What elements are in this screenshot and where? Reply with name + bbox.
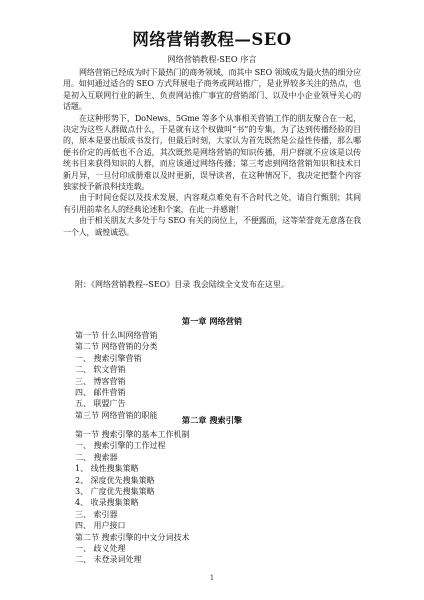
document-title: 网络营销教程—SEO bbox=[132, 30, 292, 49]
chapter-title: 第一章 网络营销 bbox=[181, 316, 243, 326]
toc-item: 二、 搜索器 bbox=[75, 452, 118, 462]
toc-item: 一、 搜索引擎营销 bbox=[75, 353, 142, 363]
toc-item: 第二节 网络营销的分类 bbox=[75, 342, 158, 352]
toc-item: 第一节 什么叫网络营销 bbox=[75, 331, 158, 340]
preface-paragraph: 在这种形势下，DoNews、5Gme 等多个从事相关营销工作的朋友聚合在一起，决定为这些人群做点什么，于是就有这个权做叫“书”的专集，为了达到传播经验的目的，原本是要出版成书发行，但最后时刻，大家认为首先既然是公益性传播，那么哪便书价定的再低也不合适，其次既然是网络营销的知识传播，用户群就不应该是以传统书目来获得知识的人群，而应该通过网络传播；第三考虑到网络营销知识和技术日新月异，一旦付印成册难以及时更新，误导读者，在这种情况下，我决定把整个内容独家授予新浪科技连载。 bbox=[63, 113, 361, 192]
toc-item: 三、 博客营销 bbox=[75, 376, 126, 386]
toc-item: 四、 用户接口 bbox=[75, 521, 126, 531]
toc-item: 2、 深度优先搜集策略 bbox=[75, 475, 155, 485]
preface-body bbox=[63, 67, 361, 238]
toc-item: 第二节 搜索引擎的中文分词技术 bbox=[75, 532, 190, 542]
preface-paragraph: 由于相关朋友大多处于与 SEO 有关的岗位上，不便露面，这等荣誉竟无意落在我一个人，诚惶诚恐。 bbox=[63, 216, 361, 237]
preface-paragraph: 由于时间仓促以及技术发展，内容观点难免有不合时代之处，请自行甄别；其间有引用前辈名人的经典论述和个案，在此一并感谢！ bbox=[63, 193, 361, 214]
toc-item: 一、 搜索引擎的工作过程 bbox=[75, 441, 166, 451]
page-number: 1 bbox=[209, 574, 215, 582]
toc-item: 4、 收录搜集策略 bbox=[75, 498, 139, 508]
toc-item: 四、 邮件营销 bbox=[75, 387, 126, 397]
toc-item: 二、 未登录词处理 bbox=[75, 555, 142, 565]
toc-item: 第一节 搜索引擎的基本工作机制 bbox=[75, 430, 190, 439]
toc-item: 三、 索引器 bbox=[75, 509, 118, 519]
chapter-title: 第二章 搜索引擎 bbox=[181, 415, 243, 425]
toc-note: 附：《网络营销教程--SEO》目录 我会陆续全文发布在这里。 bbox=[75, 280, 289, 289]
toc-item: 二、 软文营销 bbox=[75, 365, 126, 375]
toc-item: 第三节 网络营销的职能 bbox=[75, 410, 158, 420]
chapter-toc bbox=[75, 429, 345, 566]
preface-paragraph: 网络营销已经成为时下最热门的商务领域，而其中 SEO 领域成为最火热的细分应用。如何通过适合的 SEO 方式拜展电子商务或网站推广，是业界较多关注的热点，也是初入互联网行业的新生、负责网站推广事宜的营销部门、以及中小企业领导关心的话题。 bbox=[63, 68, 361, 112]
document-subtitle: 网络营销教程-SEO 序言 bbox=[167, 54, 257, 64]
toc-item: 3、 广度优先搜集策略 bbox=[75, 486, 155, 496]
toc-item: 1、 线性搜集策略 bbox=[75, 464, 139, 474]
chapter-toc bbox=[75, 330, 345, 421]
toc-item: 五、 联盟广告 bbox=[75, 399, 126, 409]
toc-item: 一、 歧义处理 bbox=[75, 543, 126, 553]
